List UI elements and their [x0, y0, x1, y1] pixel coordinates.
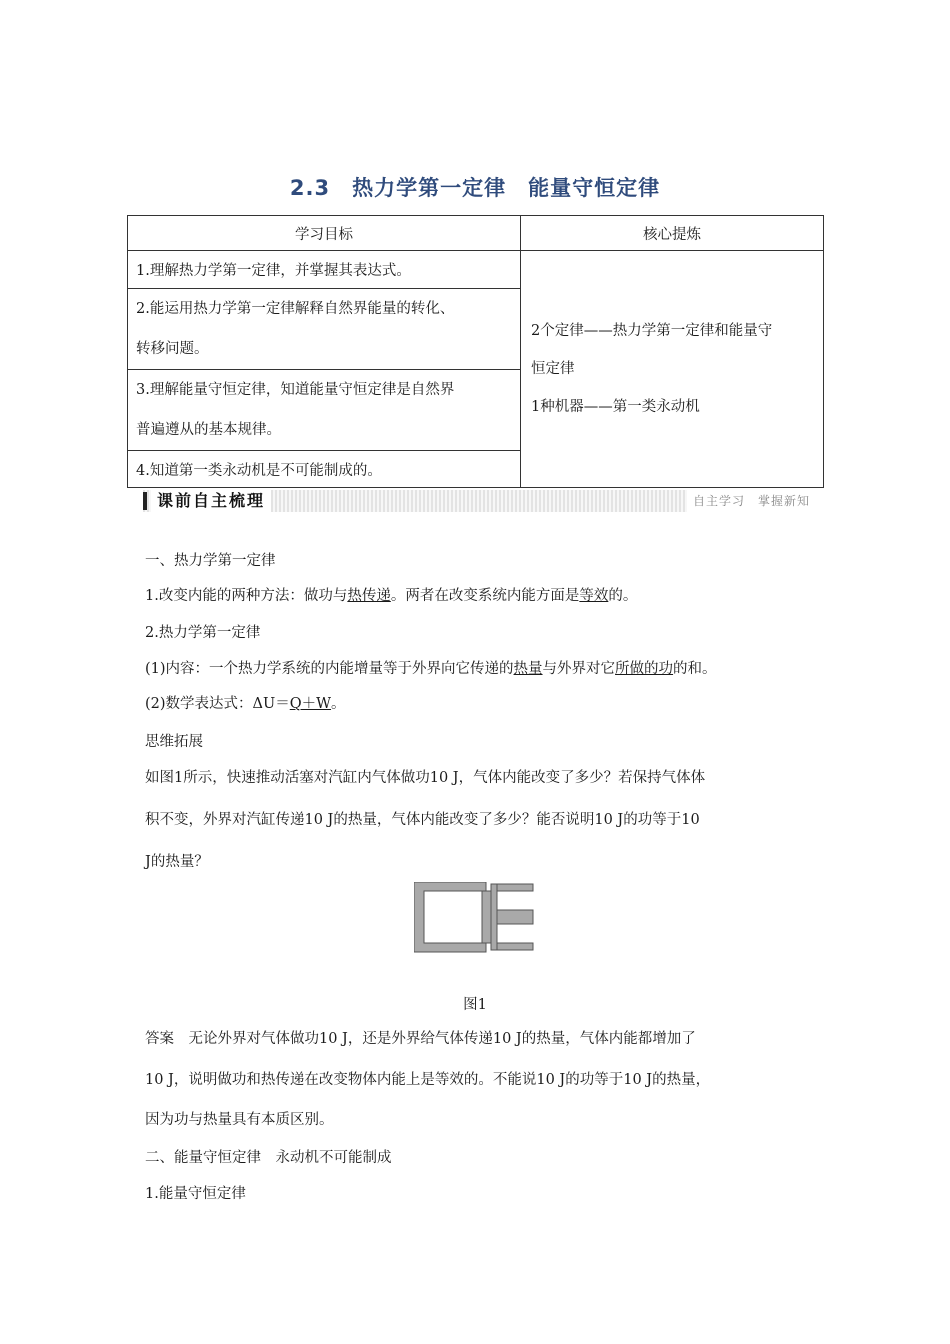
- goal-item: 4.知道第一类永动机是不可能制成的。: [128, 451, 521, 488]
- core-summary: [521, 251, 824, 488]
- answer-blank: 所做的功: [615, 661, 674, 677]
- page-title: 2.3 热力学第一定律 能量守恒定律: [289, 176, 661, 200]
- paragraph-content: (1)内容：一个热力学系统的内能增量等于外界向它传递的热量与外界对它所做的功的和。: [145, 661, 717, 677]
- banner-bar: [143, 492, 147, 510]
- think-heading: 思维拓展: [145, 734, 203, 750]
- answer-line: 因为功与热量具有本质区别。: [145, 1112, 334, 1128]
- cylinder-piston-figure: [414, 882, 536, 954]
- paragraph-law-title: 2.热力学第一定律: [145, 625, 261, 641]
- banner-subheading: 自主学习 掌握新知: [687, 490, 816, 512]
- goals-table: [127, 215, 824, 488]
- question-line: 如图1所示，快速推动活塞对汽缸内气体做功10 J，气体内能改变了多少？若保持气体体: [145, 770, 706, 786]
- paragraph-formula: (2)数学表达式：ΔU＝Q＋W。: [145, 696, 346, 712]
- answer-line: 答案 无论外界对气体做功10 J，还是外界给气体传递10 J的热量，气体内能都增加了: [145, 1031, 696, 1047]
- answer-blank: 热量: [513, 661, 543, 677]
- answer-blank: Q＋W: [289, 696, 332, 712]
- goal-item: 1.理解热力学第一定律，并掌握其表达式。: [128, 251, 521, 289]
- paragraph-energy-law: 1.能量守恒定律: [145, 1186, 246, 1202]
- section1-heading: 一、热力学第一定律: [145, 553, 276, 569]
- answer-blank: 热传递: [347, 588, 391, 604]
- answer-blank: 等效: [579, 588, 609, 604]
- goal-item: 3.理解能量守恒定律，知道能量守恒定律是自然界 普遍遵从的基本规律。: [128, 370, 521, 451]
- banner-heading: 课前自主梳理: [151, 490, 271, 512]
- answer-line: 10 J，说明做功和热传递在改变物体内能上是等效的。不能说10 J的功等于10 J的热量，: [145, 1072, 711, 1088]
- question-line: 积不变，外界对汽缸传递10 J的热量，气体内能改变了多少？能否说明10 J的功等于10: [145, 812, 700, 828]
- goal-item: 2.能运用热力学第一定律解释自然界能量的转化、 转移问题。: [128, 289, 521, 370]
- core-line: 1种机器——第一类永动机: [531, 399, 700, 415]
- core-line: 2个定律——热力学第一定律和能量守: [531, 323, 773, 339]
- section2-heading: 二、能量守恒定律 永动机不可能制成: [145, 1150, 392, 1166]
- core-line: 恒定律: [531, 361, 575, 377]
- section-banner: [143, 490, 816, 512]
- table-header-core: 核心提炼: [521, 216, 824, 251]
- figure-caption: 图1: [463, 997, 487, 1013]
- paragraph-methods: 1.改变内能的两种方法：做功与热传递。两者在改变系统内能方面是等效的。: [145, 588, 638, 604]
- question-line: J的热量？: [145, 854, 209, 870]
- table-header-goals: 学习目标: [128, 216, 521, 251]
